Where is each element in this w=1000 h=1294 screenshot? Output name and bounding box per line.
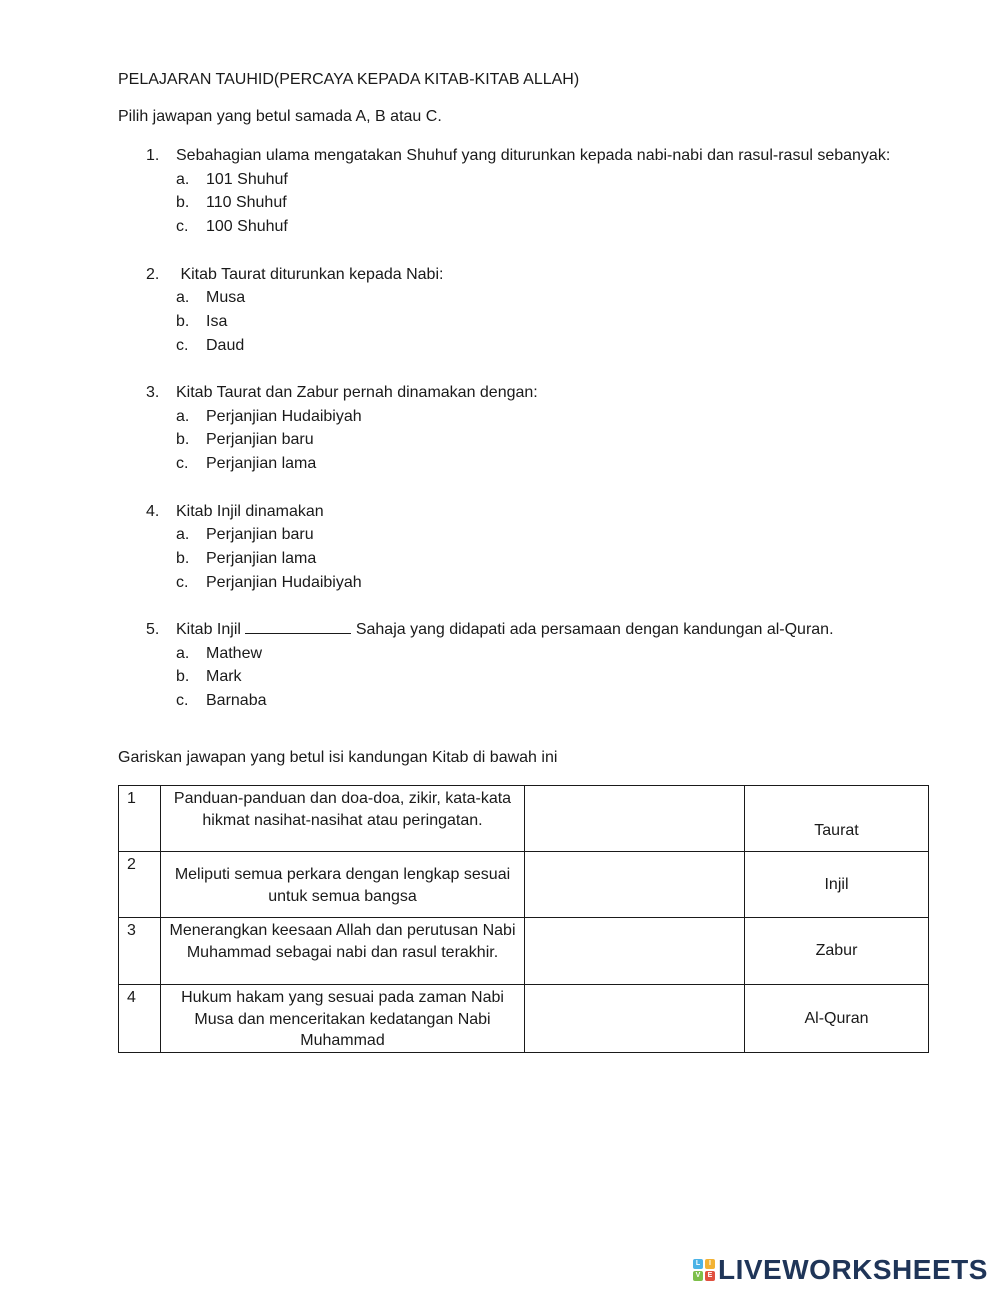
question-3 [146, 381, 906, 476]
option-letter: a. [176, 407, 190, 425]
question-1 [146, 144, 906, 239]
option-text: Musa [206, 289, 246, 307]
option-a[interactable] [146, 642, 906, 666]
option-letter: a. [176, 170, 190, 188]
question-text: Kitab Taurat dan Zabur pernah dinamakan dengan: [176, 384, 538, 401]
brand-name: LIVEWORKSHEETS [718, 1254, 988, 1285]
book-option[interactable]: Zabur [745, 918, 929, 985]
option-letter: c. [176, 455, 189, 473]
option-b[interactable] [146, 428, 906, 452]
option-letter: c. [176, 336, 189, 354]
book-option[interactable]: Injil [745, 852, 929, 918]
section2-instruction: Gariskan jawapan yang betul isi kandungan Kitab di bawah ini [118, 749, 558, 766]
option-text: Perjanjian Hudaibiyah [206, 407, 362, 425]
option-letter: a. [176, 644, 190, 662]
option-letter: a. [176, 526, 190, 544]
option-b[interactable] [146, 547, 906, 571]
option-a[interactable] [146, 523, 906, 547]
option-letter: c. [176, 692, 189, 710]
table-row [119, 918, 929, 985]
question-list [146, 144, 906, 713]
option-text: Mathew [206, 644, 263, 662]
option-a[interactable] [146, 405, 906, 429]
row-description: Menerangkan keesaan Allah dan perutusan Nabi Muhammad sebagai nabi dan rasul terakhir. [161, 918, 525, 985]
option-c[interactable] [146, 215, 906, 239]
question-number: 3. [146, 384, 160, 401]
option-text: 100 Shuhuf [206, 218, 288, 236]
liveworksheets-logo-icon [693, 1259, 715, 1281]
page-title: PELAJARAN TAUHID(PERCAYA KEPADA KITAB-KITAB ALLAH) [118, 71, 580, 88]
option-text: Perjanjian lama [206, 549, 317, 567]
option-a[interactable] [146, 168, 906, 192]
question-number: 2. [146, 265, 160, 283]
option-letter: c. [176, 573, 189, 591]
matching-table [118, 785, 929, 1053]
question-text: Kitab Taurat diturunkan kepada Nabi: [176, 265, 444, 283]
option-a[interactable] [146, 286, 906, 310]
option-text: 110 Shuhuf [206, 194, 287, 212]
option-b[interactable] [146, 191, 906, 215]
question-number: 5. [146, 621, 160, 638]
link-area[interactable] [525, 918, 745, 985]
instructions: Pilih jawapan yang betul samada A, B atau C. [118, 108, 442, 125]
option-c[interactable] [146, 571, 906, 595]
option-b[interactable] [146, 310, 906, 334]
option-letter: b. [176, 312, 190, 330]
question-4 [146, 500, 906, 595]
logo-tile: L [693, 1259, 703, 1269]
option-letter: a. [176, 289, 190, 307]
row-description: Hukum hakam yang sesuai pada zaman Nabi Musa dan menceritakan kedatangan Nabi Muhammad [161, 985, 525, 1053]
question-text-before: Kitab Injil [176, 621, 246, 638]
question-text: Kitab Injil dinamakan [176, 502, 324, 520]
row-number: 4 [119, 985, 161, 1053]
option-letter: b. [176, 549, 190, 567]
row-description: Panduan-panduan dan doa-doa, zikir, kata-kata hikmat nasihat-nasihat atau peringatan. [161, 786, 525, 852]
option-text: Perjanjian lama [206, 455, 317, 473]
option-text: Daud [206, 336, 245, 354]
option-text: Mark [206, 668, 242, 686]
table-row [119, 985, 929, 1053]
question-text [176, 618, 906, 642]
fill-in-blank[interactable] [245, 619, 351, 634]
option-text: Perjanjian Hudaibiyah [206, 573, 362, 591]
row-number: 1 [119, 786, 161, 852]
option-letter: b. [176, 431, 190, 449]
option-text: Barnaba [206, 692, 267, 710]
option-letter: c. [176, 218, 189, 236]
link-area[interactable] [525, 985, 745, 1053]
table-row [119, 786, 929, 852]
row-description: Meliputi semua perkara dengan lengkap sesuai untuk semua bangsa [161, 852, 525, 918]
link-area[interactable] [525, 852, 745, 918]
option-letter: b. [176, 668, 190, 686]
option-c[interactable] [146, 452, 906, 476]
question-text-after: Sahaja yang didapati ada persamaan dengan kandungan al-Quran. [351, 621, 834, 638]
liveworksheets-brand [693, 1254, 988, 1286]
logo-tile: E [705, 1271, 715, 1281]
option-text: Perjanjian baru [206, 431, 314, 449]
question-text: Sebahagian ulama mengatakan Shuhuf yang diturunkan kepada nabi-nabi dan rasul-rasul sebanyak: [176, 147, 891, 164]
link-area[interactable] [525, 786, 745, 852]
option-letter: b. [176, 194, 190, 212]
question-2 [146, 263, 906, 358]
book-option[interactable]: Al-Quran [745, 985, 929, 1053]
question-number: 4. [146, 502, 160, 520]
book-option[interactable]: Taurat [745, 786, 929, 852]
question-number: 1. [146, 147, 160, 164]
option-c[interactable] [146, 334, 906, 358]
option-text: 101 Shuhuf [206, 170, 288, 188]
logo-tile: I [705, 1259, 715, 1269]
table-row [119, 852, 929, 918]
option-text: Isa [206, 312, 228, 330]
option-c[interactable] [146, 689, 906, 713]
row-number: 2 [119, 852, 161, 918]
row-number: 3 [119, 918, 161, 985]
logo-tile: V [693, 1271, 703, 1281]
option-b[interactable] [146, 665, 906, 689]
option-text: Perjanjian baru [206, 526, 314, 544]
question-5 [146, 618, 906, 713]
